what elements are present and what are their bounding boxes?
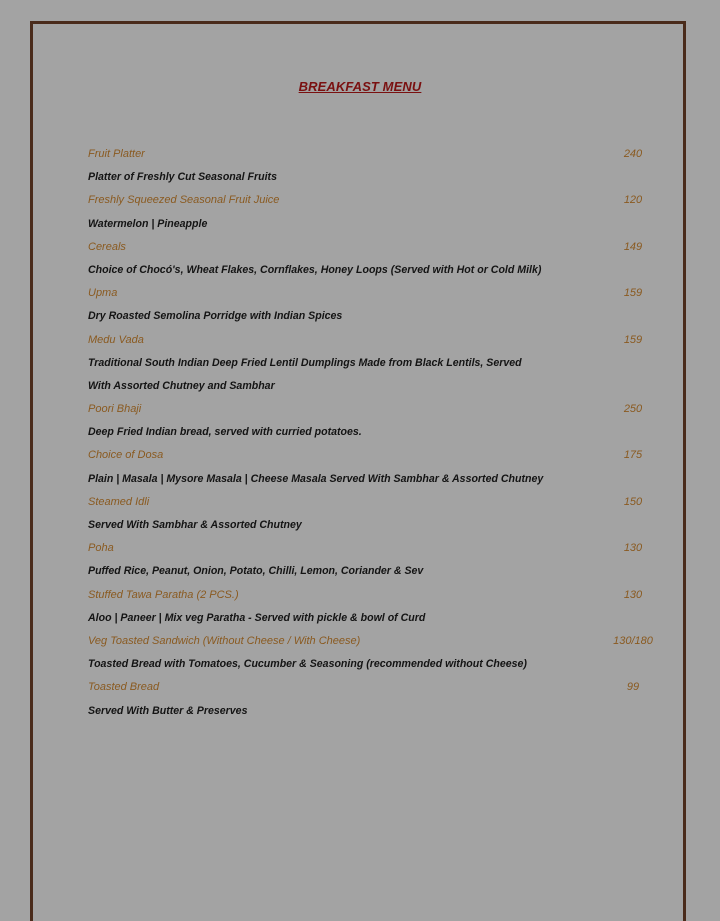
item-price: 150 [623,495,643,508]
menu-item-dosa [88,446,648,469]
menu-item-medu-vada [88,331,648,354]
item-description: Platter of Freshly Cut Seasonal Fruits [88,171,277,184]
menu-item-fruit-platter [88,145,648,168]
item-description: Dry Roasted Semolina Porridge with Indian Spices [88,310,343,323]
item-description: Traditional South Indian Deep Fried Lentil Dumplings Made from Black Lentils, Served [88,356,522,369]
item-price: 149 [623,240,643,253]
item-description: Served With Butter & Preserves [88,704,248,717]
item-description: Plain | Masala | Mysore Masala | Cheese Masala Served With Sambhar & Assorted Chutney [88,472,544,485]
item-name: Steamed Idli [88,495,150,508]
menu-item-poori-bhaji [88,400,648,423]
item-name: Medu Vada [88,333,144,346]
item-name: Veg Toasted Sandwich (Without Cheese / With Cheese) [88,634,361,647]
item-description: Toasted Bread with Tomatoes, Cucumber & Seasoning (recommended without Cheese) [88,658,527,671]
item-price: 130 [623,588,643,601]
menu-title: BREAKFAST MENU [298,79,422,94]
menu-item-poha [88,539,648,562]
menu-item-toasted-bread [88,678,648,701]
item-price: 130 [623,542,643,555]
menu-item-veg-sandwich [88,632,653,655]
item-price: 240 [623,148,643,160]
item-price: 99 [626,681,640,694]
menu-item-fruit-juice [88,191,648,214]
item-price: 130/180 [613,634,653,647]
menu-item-tawa-paratha [88,586,648,609]
item-description: Watermelon | Pineapple [88,217,208,230]
menu-item-upma [88,284,648,307]
item-name: Freshly Squeezed Seasonal Fruit Juice [88,194,280,207]
item-description: Aloo | Paneer | Mix veg Paratha - Served with pickle & bowl of Curd [88,611,426,624]
item-name: Poori Bhaji [88,403,142,416]
menu-list [88,145,653,725]
item-name: Choice of Dosa [88,449,164,462]
item-description: With Assorted Chutney and Sambhar [88,379,275,392]
item-price: 159 [623,287,643,300]
item-price: 120 [623,194,643,207]
item-description: Choice of Chocó's, Wheat Flakes, Cornflakes, Honey Loops (Served with Hot or Cold Milk) [88,263,542,276]
item-description: Served With Sambhar & Assorted Chutney [88,519,302,531]
item-price: 250 [623,403,643,416]
item-name: Upma [88,287,118,300]
item-name: Cereals [88,240,126,253]
item-name: Stuffed Tawa Paratha (2 PCS.) [88,588,239,601]
item-name: Fruit Platter [88,148,145,160]
menu-item-cereals [88,238,648,261]
item-description: Puffed Rice, Peanut, Onion, Potato, Chilli, Lemon, Coriander & Sev [88,565,424,578]
item-name: Toasted Bread [88,681,160,694]
item-name: Poha [88,542,114,555]
item-price: 175 [623,449,643,462]
item-price: 159 [623,333,643,346]
item-description: Deep Fried Indian bread, served with curried potatoes. [88,426,362,439]
menu-item-steamed-idli [88,493,648,516]
